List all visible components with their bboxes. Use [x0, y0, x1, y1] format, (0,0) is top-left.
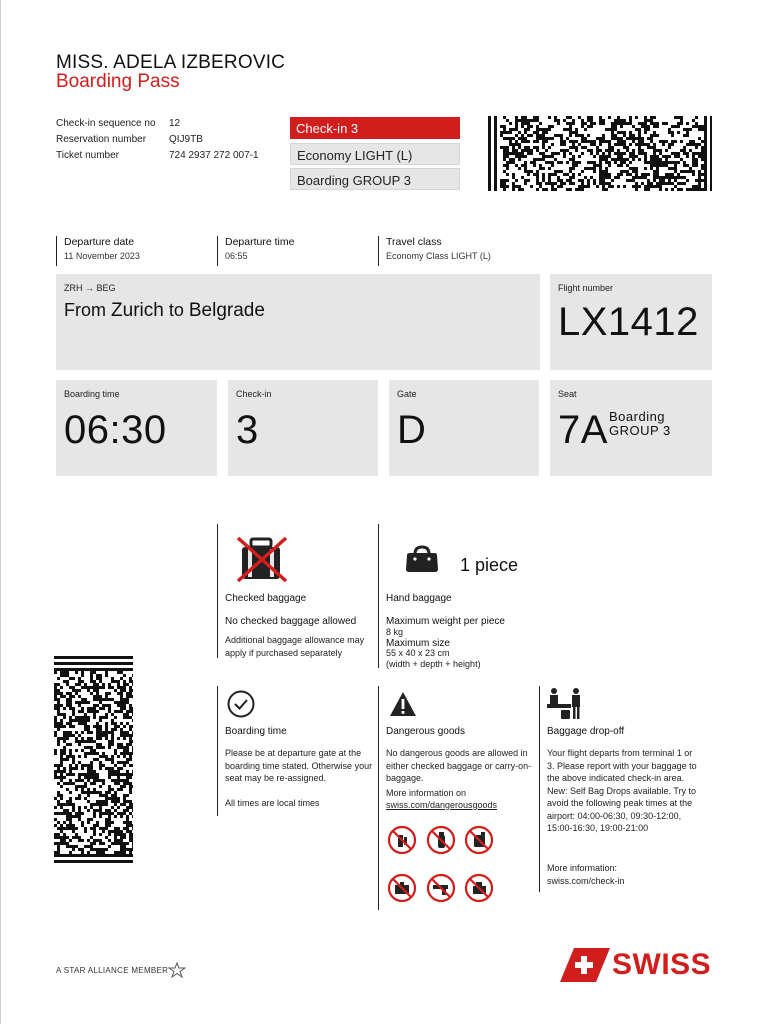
hand-baggage-weight: 8 kg: [386, 627, 404, 637]
gate-panel: [389, 380, 539, 476]
boarding-time-panel: [56, 380, 217, 476]
warning-icon: [388, 690, 418, 718]
no-weapon-icon: [426, 873, 456, 903]
seat-boarding-group: [609, 410, 671, 438]
baggage-dropoff-link[interactable]: swiss.com/check-in: [547, 876, 625, 886]
divider-line: [378, 686, 379, 910]
baggage-dropoff-icon: [546, 687, 586, 721]
seat-group-line1: Boarding: [609, 409, 666, 424]
boarding-info-title: Boarding time: [225, 726, 287, 737]
swiss-logo: [560, 946, 720, 984]
reference-label: Ticket number: [56, 150, 119, 161]
divider-line: [378, 524, 379, 668]
boarding-time: 06:30: [64, 408, 167, 452]
flight-number-panel: [550, 274, 712, 370]
baggage-dropoff-text: Your flight departs from terminal 1 or 3. Please report with your baggage to the above indicated check-in area. New: Self Bag Drops available. Try to avoid the following peak times at the airport: 04:00-06:30, 09:30-12:00, 15:00-16:30, 19:00-21:00: [547, 748, 697, 833]
hand-baggage-size: 55 x 40 x 23 cm: [386, 648, 450, 658]
route-from-word: From: [64, 300, 106, 320]
hand-baggage-title: Hand baggage: [386, 593, 452, 604]
hand-baggage-icon: [404, 545, 440, 573]
checkin-status-badge: Check-in 3: [290, 117, 460, 139]
no-lighter-icon: [387, 825, 417, 855]
reference-row: [56, 148, 259, 164]
passenger-name: MISS. ADELA IZBEROVIC: [56, 52, 286, 73]
reference-label: Reservation number: [56, 134, 147, 145]
boarding-time-label: Boarding time: [64, 389, 120, 399]
reference-value: QIJ9TB: [169, 134, 203, 145]
star-alliance-text: [56, 966, 168, 975]
origin-code: ZRH: [64, 283, 83, 293]
dangerous-goods-text: No dangerous goods are allowed in either checked baggage or carry-on-baggage.: [386, 748, 532, 783]
group-status-badge: Boarding GROUP 3: [290, 168, 460, 190]
reference-row: [56, 132, 259, 148]
hand-baggage-size-note: (width + depth + height): [386, 659, 481, 669]
no-checked-baggage-icon: [236, 535, 288, 583]
checked-baggage-note: Additional baggage allowance may apply if purchased separately: [225, 635, 365, 658]
reference-value: 12: [169, 118, 181, 129]
dangerous-goods-link[interactable]: swiss.com/dangerousgoods: [386, 800, 498, 810]
baggage-dropoff-title: Baggage drop-off: [547, 726, 625, 737]
hand-baggage-size-label: Maximum size: [386, 638, 450, 649]
gate-value: D: [397, 408, 427, 452]
departure-date-label: Departure date: [64, 236, 135, 248]
divider-line: [217, 686, 218, 816]
document-title: Boarding Pass: [56, 71, 180, 92]
swiss-wordmark: SWISS: [612, 948, 712, 981]
origin-city: Zurich: [111, 300, 164, 321]
divider-line: [217, 524, 218, 658]
pdf417-barcode: [54, 656, 133, 866]
route-text: [64, 300, 265, 322]
arrow-right-icon: →: [85, 283, 95, 293]
reference-value: 724 2937 272 007-1: [169, 150, 259, 161]
flight-number-label: Flight number: [558, 283, 614, 293]
clock-icon: [226, 689, 256, 719]
travel-class-label: Travel class: [386, 236, 442, 248]
hand-baggage-weight-label: Maximum weight per piece: [386, 616, 505, 627]
reference-table: [56, 116, 259, 164]
no-battery-icon: [387, 873, 417, 903]
dangerous-goods-title: Dangerous goods: [386, 726, 465, 737]
seat-label: Seat: [558, 389, 577, 399]
destination-city: Belgrade: [188, 300, 265, 321]
seat-panel: [550, 380, 712, 476]
checked-baggage-status: No checked baggage allowed: [225, 616, 357, 627]
aztec-barcode: [488, 116, 712, 191]
departure-time-field: [217, 236, 367, 266]
departure-date-field: [56, 236, 206, 266]
reference-label: Check-in sequence no: [56, 118, 156, 129]
seat-group-line2: GROUP 3: [609, 423, 671, 438]
boarding-info-text: Please be at departure gate at the boarding time stated. Otherwise your seat may be re-assigned.: [225, 748, 373, 783]
baggage-dropoff-more: More information:: [547, 863, 618, 873]
star-alliance-label: A STAR ALLIANCE MEMBER: [56, 966, 169, 975]
destination-code: BEG: [96, 283, 116, 293]
fare-status-badge: Economy LIGHT (L): [290, 143, 460, 165]
dangerous-goods-more: More information on: [386, 788, 467, 798]
no-fuel-can-icon: [464, 825, 494, 855]
checkin-panel: [228, 380, 378, 476]
flight-number: LX1412: [558, 300, 699, 344]
seat-value: 7A: [558, 408, 608, 452]
gate-label: Gate: [397, 389, 417, 399]
divider-line: [539, 686, 540, 892]
route-to-word: to: [168, 300, 184, 320]
travel-class-value: Economy Class LIGHT (L): [386, 251, 491, 261]
route-panel: [56, 274, 540, 370]
departure-date-value: 11 November 2023: [64, 251, 140, 261]
no-aerosol-icon: [464, 873, 494, 903]
checkin-value: 3: [236, 408, 259, 452]
swiss-flag-icon: [560, 948, 610, 982]
boarding-info-note: All times are local times: [225, 798, 320, 808]
reference-row: [56, 116, 259, 132]
route-codes: [64, 283, 116, 293]
departure-time-label: Departure time: [225, 236, 295, 248]
no-extinguisher-icon: [426, 825, 456, 855]
checked-baggage-title: Checked baggage: [225, 593, 307, 604]
checkin-label: Check-in: [236, 389, 272, 399]
hand-baggage-count: 1 piece: [460, 555, 519, 575]
travel-class-field: [378, 236, 548, 266]
departure-time-value: 06:55: [225, 251, 248, 261]
star-alliance-icon: [168, 962, 186, 978]
